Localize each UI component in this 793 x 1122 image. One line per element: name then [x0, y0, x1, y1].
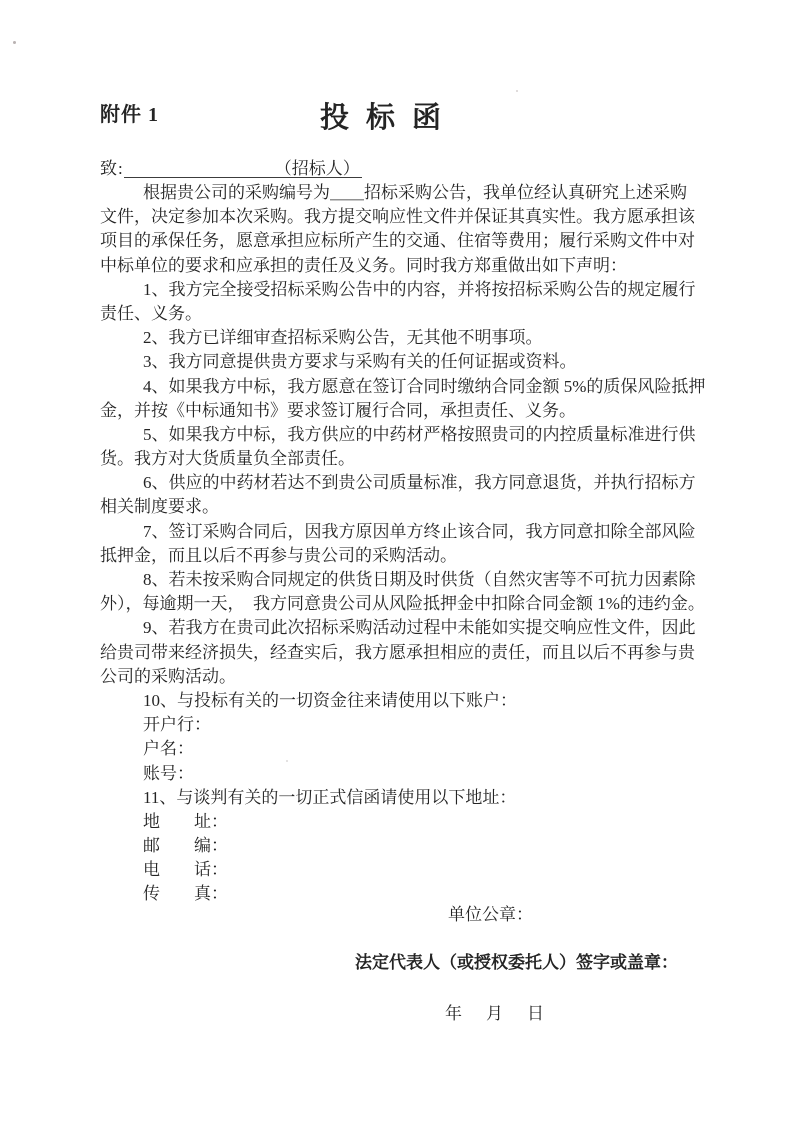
body-line: 9、若我方在贵司此次招标采购活动过程中未能如实提交响应性文件，因此 [143, 618, 696, 638]
addressee-label: 致: [100, 159, 124, 178]
body-line: 根据贵公司的采购编号为＿＿招标采购公告，我单位经认真研究上述采购 [143, 183, 687, 202]
company-seal-line: 单位公章： [448, 904, 533, 924]
body-line: 电 话： [143, 860, 228, 880]
body-text [100, 181, 704, 907]
body-line: 地 址： [143, 811, 228, 831]
body-line: 账号： [143, 763, 194, 783]
body-line: 邮 编： [143, 836, 228, 856]
body-line: 金，并按《中标通知书》要求签订履行合同，承担责任、义务。 [100, 400, 576, 420]
addressee-line [100, 157, 704, 181]
bid-letter-document [100, 98, 704, 1026]
body-line: 5、如果我方中标，我方供应的中药材严格按照贵司的内控质量标准进行供 [143, 424, 696, 444]
scan-speck [516, 90, 518, 92]
body-line: 3、我方同意提供贵方要求与采购有关的任何证据或资料。 [143, 352, 577, 372]
tenderer-hint-label: （招标人） [274, 159, 360, 178]
body-line: 传 真： [143, 884, 228, 904]
body-line: 开户行： [143, 715, 211, 735]
legal-representative-signature-line: 法定代表人（或授权委托人）签字或盖章： [355, 952, 678, 972]
attachment-label: 附件 1 [100, 104, 159, 126]
body-line: 公司的采购活动。 [100, 666, 236, 686]
body-line: 抵押金，而且以后不再参与贵公司的采购活动。 [100, 545, 457, 565]
page-title: 投标函 [320, 102, 459, 134]
body-line: 1、我方完全接受招标采购公告中的内容，并将按招标采购公告的规定履行 [143, 279, 696, 299]
scan-speck [13, 41, 16, 44]
body-line: 2、我方已详细审查招标采购公告，无其他不明事项。 [143, 328, 543, 348]
body-line: 项目的承保任务，愿意承担应标所产生的交通、住宿等费用；履行采购文件中对 [100, 231, 695, 251]
body-line: 10、与投标有关的一切资金往来请使用以下账户： [143, 690, 517, 710]
body-line: 外），每逾期一天， 我方同意贵公司从风险抵押金中扣除合同金额 1%的违约金。 [100, 594, 705, 614]
body-line: 文件，决定参加本次采购。我方提交响应性文件并保证其真实性。我方愿承担该 [100, 207, 695, 227]
body-line: 6、供应的中药材若达不到贵公司质量标准，我方同意退货，并执行招标方 [143, 473, 696, 493]
body-line: 11、与谈判有关的一切正式信函请使用以下地址： [143, 787, 517, 807]
body-line: 8、若未按采购合同规定的供货日期及时供货（自然灾害等不可抗力因素除 [143, 570, 696, 589]
body-line: 中标单位的要求和应承担的责任及义务。同时我方郑重做出如下声明： [100, 255, 627, 275]
document-header [100, 98, 704, 132]
body-line: 相关制度要求。 [100, 497, 219, 517]
body-line: 责任、义务。 [100, 303, 202, 323]
body-line: 4、如果我方中标，我方愿意在签订合同时缴纳合同金额 5%的质保风险抵押 [143, 376, 706, 396]
body-line: 7、签订采购合同后，因我方原因单方终止该合同，我方同意扣除全部风险 [143, 521, 696, 541]
tenderer-blank-field [124, 160, 362, 178]
body-line: 货。我方对大货质量负全部责任。 [100, 449, 355, 469]
body-line: 给贵司带来经济损失，经查实后，我方愿承担相应的责任，而且以后不再参与贵 [100, 642, 695, 662]
date-line: 年月日 [445, 1004, 568, 1023]
body-line: 户名： [143, 739, 194, 759]
